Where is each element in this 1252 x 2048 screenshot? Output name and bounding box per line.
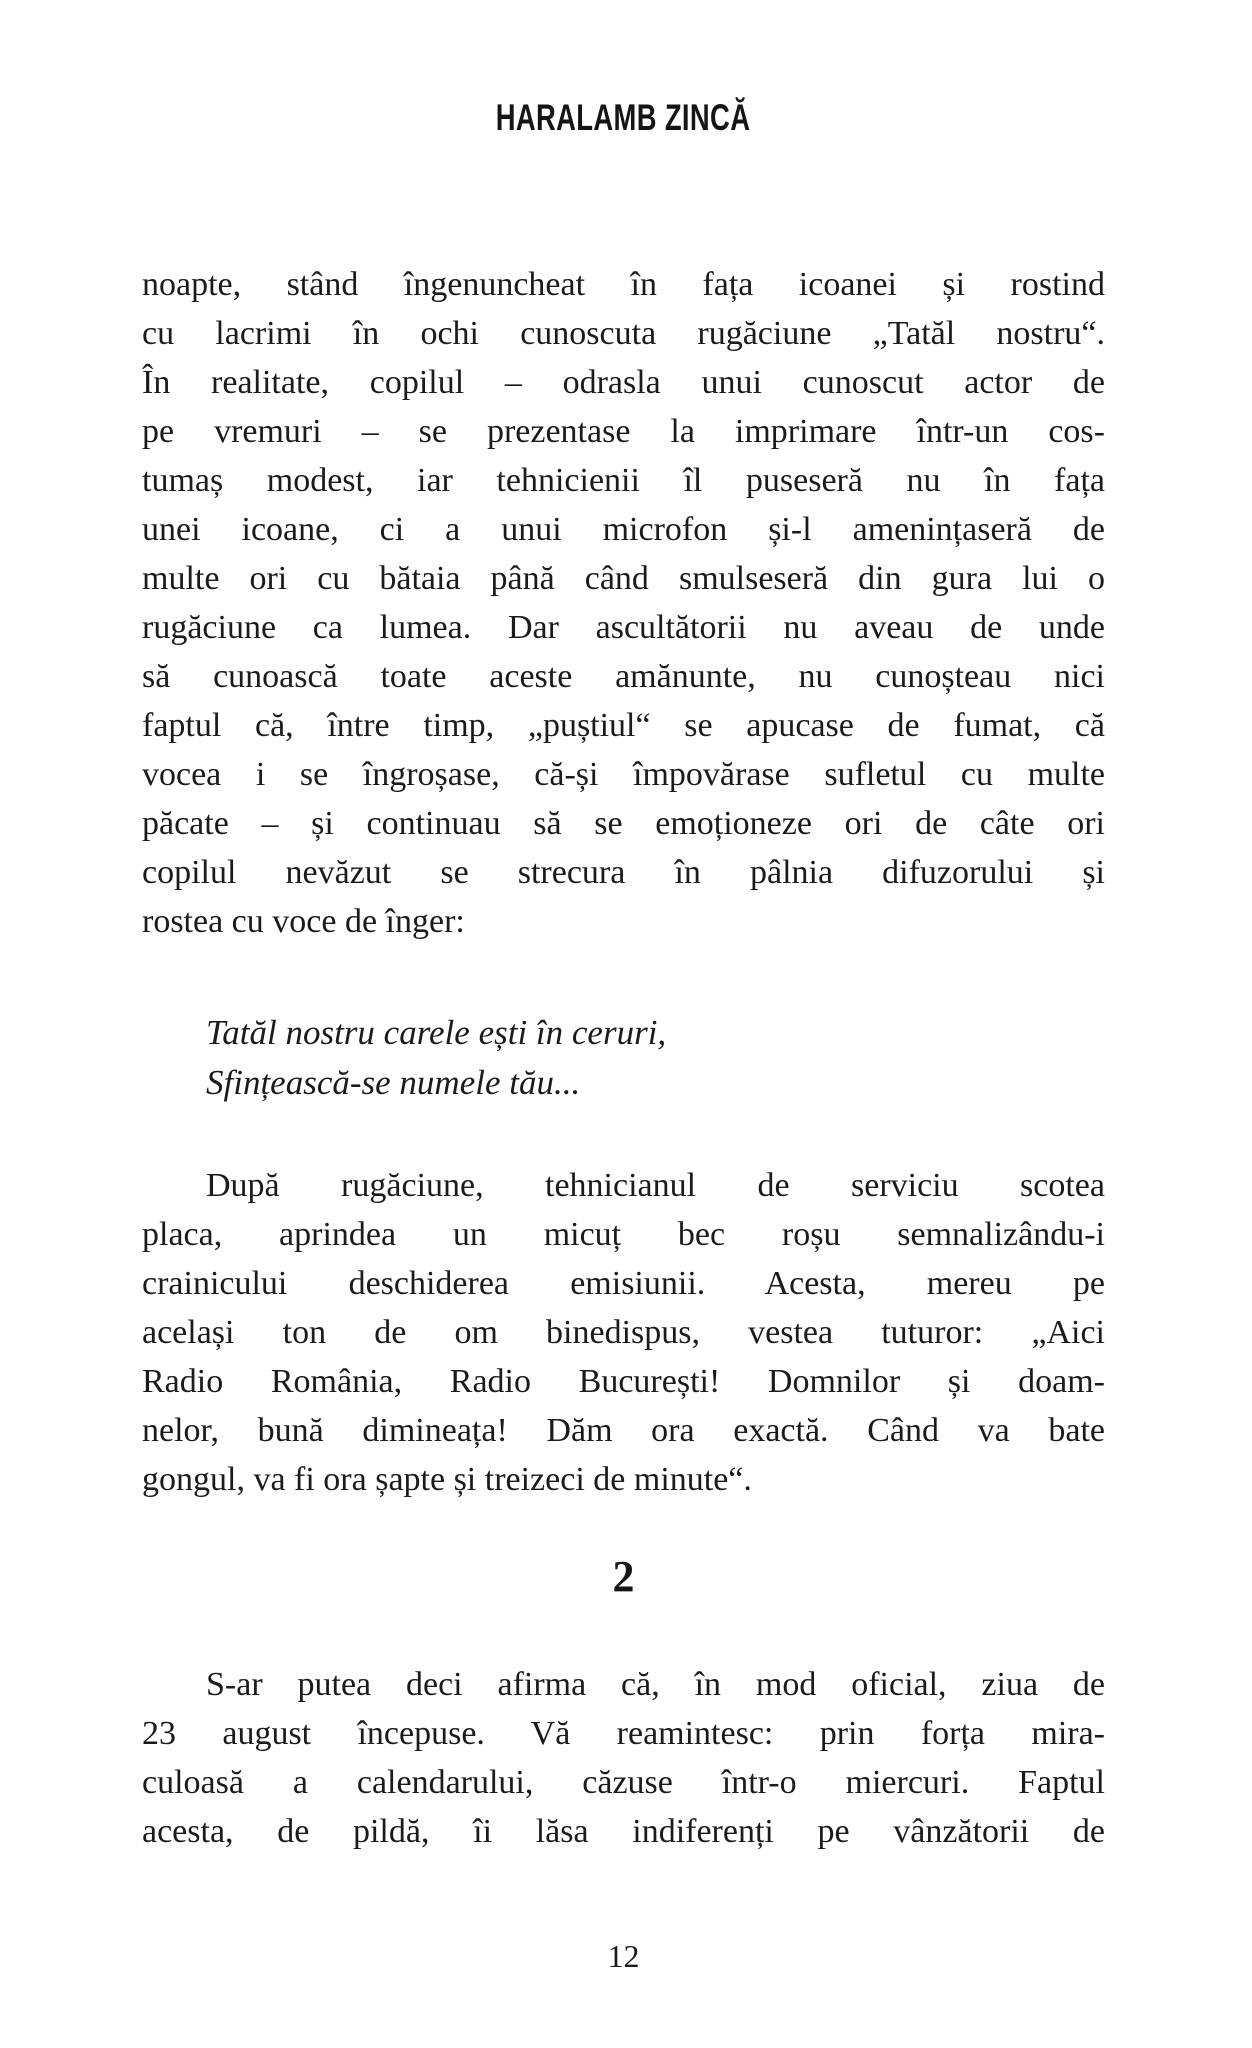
text-line: pe vremuri – se prezentase la imprimare într-un cos- [142,413,1105,450]
text-line: S-ar putea deci afirma că, în mod oficial, ziua de [206,1666,1105,1703]
text-line: copilul nevăzut se strecura în pâlnia difuzorului și [142,854,1105,891]
text-line: noapte, stând îngenuncheat în fața icoanei și rostind [142,266,1105,303]
text-line: unei icoane, ci a unui microfon și-l amenințaseră de [142,511,1105,548]
running-header [142,98,1105,138]
text-line: rugăciune ca lumea. Dar ascultătorii nu aveau de unde [142,609,1105,646]
paragraph-3 [142,1660,1105,1856]
author-name: HARALAMB ZINCĂ [496,97,751,138]
paragraph-2 [142,1161,1105,1504]
text-line: placa, aprindea un micuț bec roșu semnalizându-i [142,1216,1105,1253]
text-line: faptul că, între timp, „puștiul“ se apucase de fumat, că [142,707,1105,744]
verse-line: Sfințească-se numele tău... [206,1063,581,1102]
text-line: gongul, va fi ora șapte și treizeci de minute“. [142,1461,752,1498]
text-line: culoasă a calendarului, căzuse într-o miercuri. Faptul [142,1764,1105,1801]
text-line: 23 august începuse. Vă reamintesc: prin forța mira- [142,1715,1105,1752]
text-line: În realitate, copilul – odrasla unui cunoscut actor de [142,364,1105,401]
text-line: rostea cu voce de înger: [142,903,465,940]
verse-line: Tatăl nostru carele ești în ceruri, [206,1013,667,1052]
text-line: vocea i se îngroșase, că-și împovărase sufletul cu multe [142,756,1105,793]
text-line: crainicului deschiderea emisiunii. Acesta, mereu pe [142,1265,1105,1302]
text-line: păcate – și continuau să se emoționeze ori de câte ori [142,805,1105,842]
text-line: După rugăciune, tehnicianul de serviciu scotea [206,1167,1105,1204]
text-line: să cunoască toate aceste amănunte, nu cunoșteau nici [142,658,1105,695]
verse-block [142,1008,1105,1108]
text-line: cu lacrimi în ochi cunoscuta rugăciune „Tatăl nostru“. [142,315,1105,352]
text-line: același ton de om binedispus, vestea tuturor: „Aici [142,1314,1105,1351]
text-line: nelor, bună dimineața! Dăm ora exactă. Când va bate [142,1412,1105,1449]
text-line: tumaș modest, iar tehnicienii îl puseseră nu în fața [142,462,1105,499]
page-number: 12 [607,1938,640,1974]
text-line: multe ori cu bătaia până când smulseseră din gura lui o [142,560,1105,597]
section-number: 2 [612,1552,635,1601]
text-line: acesta, de pildă, îi lăsa indiferenți pe vânzătorii de [142,1813,1105,1850]
text-line: Radio România, Radio București! Domnilor și doam- [142,1363,1105,1400]
paragraph-1 [142,260,1105,946]
